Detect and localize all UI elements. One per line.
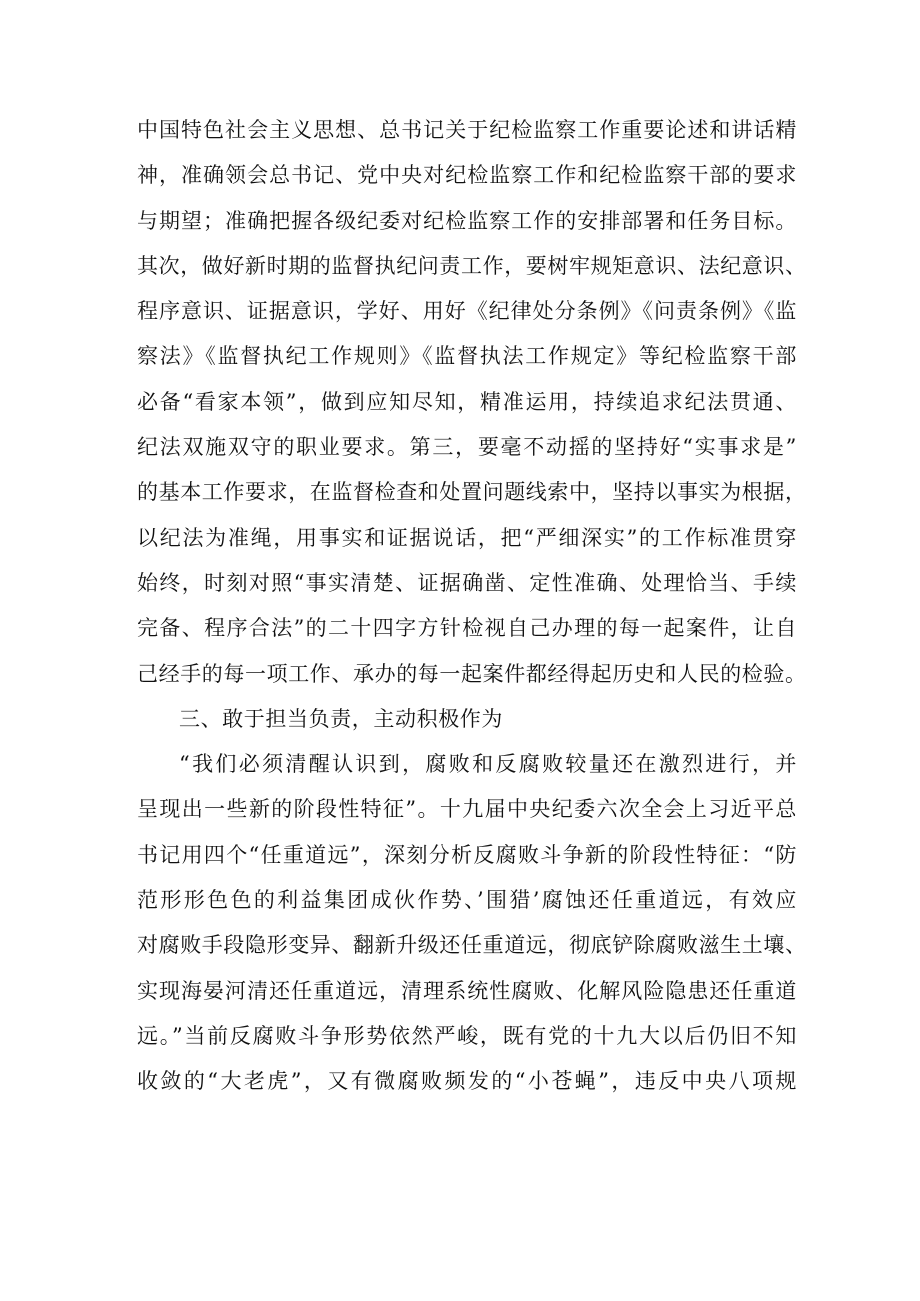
- paragraph-line: 以纪法为准绳，用事实和证据说话，把“严细深实”的工作标准贯穿: [137, 525, 797, 550]
- paragraph-line: 程序意识、证据意识，学好、用好《纪律处分条例》《问责条例》《监: [137, 299, 797, 324]
- paragraph-line: 其次，做好新时期的监督执纪问责工作，要树牢规矩意识、法纪意识、: [137, 253, 807, 278]
- paragraph-line: 察法》《监督执纪工作规则》《监督执法工作规定》等纪检监察干部: [137, 344, 797, 369]
- paragraph-line: 完备、程序合法”的二十四字方针检视自己办理的每一起案件，让自: [137, 616, 797, 641]
- paragraph-line: 远。”当前反腐败斗争形势依然严峻，既有党的十九大以后仍旧不知: [137, 1023, 797, 1048]
- paragraph-line: 中国特色社会主义思想、总书记关于纪检监察工作重要论述和讲话精: [137, 118, 797, 142]
- document-body: [137, 108, 807, 1105]
- paragraph-line: 必备“看家本领”，做到应知尽知，精准运用，持续追求纪法贯通、: [137, 389, 797, 414]
- paragraph-line: 对腐败手段隐形变异、翻新升级还任重道远，彻底铲除腐败滋生土壤、: [137, 933, 807, 958]
- paragraph-2: [137, 742, 807, 1104]
- paragraph-line: 神，准确领会总书记、党中央对纪检监察工作和纪检监察干部的要求: [137, 163, 797, 188]
- section-heading: 三、敢于担当负责，主动积极作为: [179, 706, 503, 731]
- paragraph-line: 范形形色色的利益集团成伙作势、’围猎’腐蚀还任重道远，有效应: [137, 888, 797, 913]
- paragraph-line: 实现海晏河清还任重道远，清理系统性腐败、化解风险隐患还任重道: [137, 978, 797, 1003]
- paragraph-line: 己经手的每一项工作、承办的每一起案件都经得起历史和人民的检验。: [137, 661, 807, 686]
- paragraph-line: 收敛的“大老虎”，又有微腐败频发的“小苍蝇”，违反中央八项规: [137, 1069, 797, 1094]
- paragraph-line: 的基本工作要求，在监督检查和处置问题线索中，坚持以事实为根据，: [137, 480, 807, 505]
- paragraph-line: 纪法双施双守的职业要求。第三，要毫不动摇的坚持好“实事求是”: [137, 435, 797, 460]
- paragraph-line: “我们必须清醒认识到，腐败和反腐败较量还在激烈进行，并: [179, 752, 797, 777]
- paragraph-line: 与期望；准确把握各级纪委对纪检监察工作的安排部署和任务目标。: [137, 208, 797, 233]
- paragraph-line: 书记用四个“任重道远”，深刻分析反腐败斗争新的阶段性特征：“防: [137, 842, 797, 867]
- paragraph-line: 呈现出一些新的阶段性特征”。十九届中央纪委六次全会上习近平总: [137, 797, 797, 822]
- paragraph-line: 始终，时刻对照“事实清楚、证据确凿、定性准确、处理恰当、手续: [137, 570, 797, 595]
- paragraph-1: [137, 108, 807, 697]
